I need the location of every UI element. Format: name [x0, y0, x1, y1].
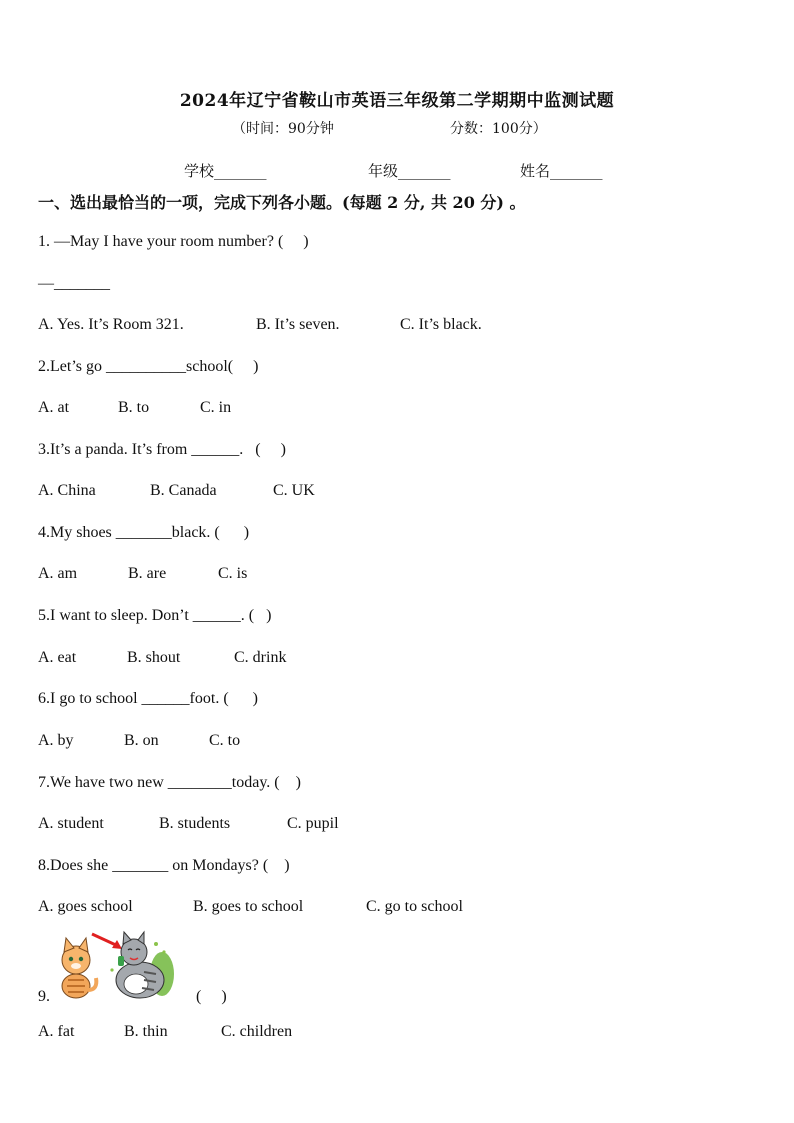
- school-field: 学校_______: [184, 162, 267, 180]
- question-2-option-b: B. to: [118, 399, 150, 416]
- question-9-stem: 9.: [38, 988, 50, 1005]
- question-2-option-a: A. at: [38, 399, 70, 416]
- question-8-stem: 8.Does she _______ on Mondays? ( ): [38, 857, 290, 874]
- question-8-option-b: B. goes to school: [193, 898, 304, 915]
- question-1-option-a: A. Yes. It’s Room 321.: [38, 316, 184, 333]
- question-6-option-a: A. by: [38, 732, 74, 749]
- question-7-option-a: A. student: [38, 815, 104, 832]
- question-1-option-b: B. It’s seven.: [256, 316, 340, 333]
- question-8-option-a: A. goes school: [38, 898, 133, 915]
- question-1-stem: 1. —May I have your room number? ( ): [38, 233, 309, 250]
- question-7-option-b: B. students: [159, 815, 231, 832]
- question-6-stem: 6.I go to school ______foot. ( ): [38, 690, 258, 707]
- fat-grey-cat: [110, 932, 174, 998]
- question-2-option-c: C. in: [200, 399, 232, 416]
- question-4-option-c: C. is: [218, 565, 248, 582]
- section-heading: 一、选出最恰当的一项，完成下列各小题。(每题 2 分, 共 20 分) 。: [38, 193, 526, 212]
- question-4-option-a: A. am: [38, 565, 78, 582]
- red-arrow: [92, 934, 122, 949]
- exam-time: （时间：90分钟: [232, 121, 334, 137]
- question-3-stem: 3.It’s a panda. It’s from ______. ( ): [38, 441, 286, 458]
- question-9-paren: ( ): [196, 988, 227, 1005]
- question-5-option-a: A. eat: [38, 649, 77, 666]
- question-6-option-c: C. to: [209, 732, 241, 749]
- question-5-option-b: B. shout: [127, 649, 181, 666]
- question-2-stem: 2.Let’s go __________school( ): [38, 358, 259, 375]
- question-1-answer-line: —_______: [38, 275, 110, 292]
- question-1-option-c: C. It’s black.: [400, 316, 482, 333]
- question-7-option-c: C. pupil: [287, 815, 339, 832]
- question-9-option-a: A. fat: [38, 1023, 75, 1040]
- question-6-option-b: B. on: [124, 732, 159, 749]
- question-9-option-c: C. children: [221, 1023, 293, 1040]
- question-7-stem: 7.We have two new ________today. ( ): [38, 774, 301, 791]
- orange-kitten: [62, 938, 96, 998]
- question-5-stem: 5.I want to sleep. Don’t ______. ( ): [38, 607, 272, 624]
- exam-score: 分数：100分）: [450, 121, 547, 137]
- exam-title: 2024年辽宁省鞍山市英语三年级第二学期期中监测试题: [179, 91, 615, 111]
- question-5-option-c: C. drink: [234, 649, 287, 666]
- two-cats-illustration: [52, 930, 182, 1002]
- question-9-option-b: B. thin: [124, 1023, 168, 1040]
- question-3-option-c: C. UK: [273, 482, 315, 499]
- question-3-option-b: B. Canada: [150, 482, 217, 499]
- grade-field: 年级_______: [368, 162, 451, 180]
- question-4-option-b: B. are: [128, 565, 167, 582]
- question-8-option-c: C. go to school: [366, 898, 463, 915]
- question-3-option-a: A. China: [38, 482, 96, 499]
- name-field: 姓名_______: [520, 162, 603, 180]
- question-4-stem: 4.My shoes _______black. ( ): [38, 524, 250, 541]
